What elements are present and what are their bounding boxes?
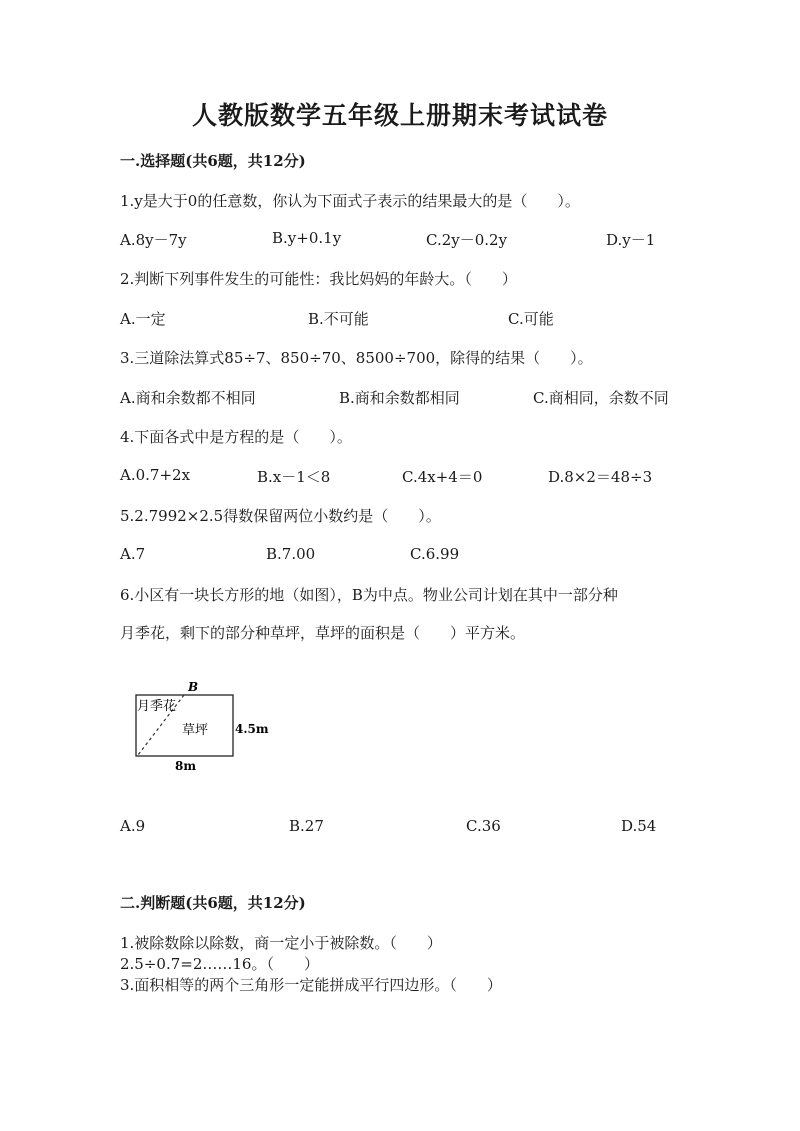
question-1-option-d: D.y－1 — [606, 231, 656, 249]
question-1-option-c: C.2y－0.2y — [426, 231, 508, 249]
question-5-option-b: B.7.00 — [266, 545, 316, 563]
question-3-option-b: B.商和余数都相同 — [339, 389, 460, 407]
section2-heading: 二.判断题(共6题，共12分) — [120, 894, 306, 912]
rectangle-figure — [126, 676, 276, 776]
question-4-option-d: D.8×2＝48÷3 — [548, 468, 653, 486]
question-6-option-d: D.54 — [621, 817, 657, 835]
question-2-stem: 2.判断下列事件发生的可能性：我比妈妈的年龄大。（ ） — [120, 270, 517, 288]
question-1-option-b: B.y+0.1y — [272, 229, 342, 247]
grass-label: 草坪 — [182, 723, 209, 738]
question-5-option-a: A.7 — [120, 545, 146, 563]
question-3-option-c: C.商相同，余数不同 — [533, 389, 669, 407]
page-title: 人教版数学五年级上册期末考试试卷 — [191, 101, 608, 130]
question-3-stem: 3.三道除法算式85÷7、850÷70、8500÷700，除得的结果（ ）。 — [120, 349, 593, 367]
question-4-stem: 4.下面各式中是方程的是（ ）。 — [120, 428, 352, 446]
question-6-stem-line1: 6.小区有一块长方形的地（如图），B为中点。物业公司计划在其中一部分种 — [120, 586, 618, 604]
flower-label: 月季花 — [137, 699, 177, 714]
question-6-option-a: A.9 — [120, 817, 146, 835]
question-3-option-a: A.商和余数都不相同 — [120, 389, 256, 407]
question-2-option-c: C.可能 — [508, 310, 554, 328]
judgment-item-3: 3.面积相等的两个三角形一定能拼成平行四边形。（ ） — [120, 976, 502, 994]
point-b-label: B — [188, 680, 199, 694]
question-2-option-a: A.一定 — [120, 310, 166, 328]
question-5-option-c: C.6.99 — [410, 545, 460, 563]
judgment-item-1: 1.被除数除以除数，商一定小于被除数。（ ） — [120, 934, 442, 952]
question-1-option-a: A.8y－7y — [120, 231, 187, 249]
question-2-option-b: B.不可能 — [308, 310, 369, 328]
height-label: 4.5m — [235, 722, 269, 736]
question-6-option-b: B.27 — [289, 817, 324, 835]
question-6-stem-line2: 月季花，剩下的部分种草坪，草坪的面积是（ ）平方米。 — [120, 624, 526, 642]
section1-heading: 一.选择题(共6题，共12分) — [120, 152, 306, 170]
question-4-option-c: C.4x+4＝0 — [402, 468, 483, 486]
question-5-stem: 5.2.7992×2.5得数保留两位小数约是（ ）。 — [120, 507, 441, 525]
question-6-option-c: C.36 — [466, 817, 501, 835]
width-label: 8m — [175, 759, 197, 773]
judgment-item-2: 2.5÷0.7=2……16。（ ） — [120, 955, 319, 973]
question-4-option-b: B.x－1＜8 — [257, 468, 331, 486]
question-1-stem: 1.y是大于0的任意数，你认为下面式子表示的结果最大的是（ ）。 — [120, 192, 580, 210]
question-4-option-a: A.0.7+2x — [120, 466, 191, 484]
